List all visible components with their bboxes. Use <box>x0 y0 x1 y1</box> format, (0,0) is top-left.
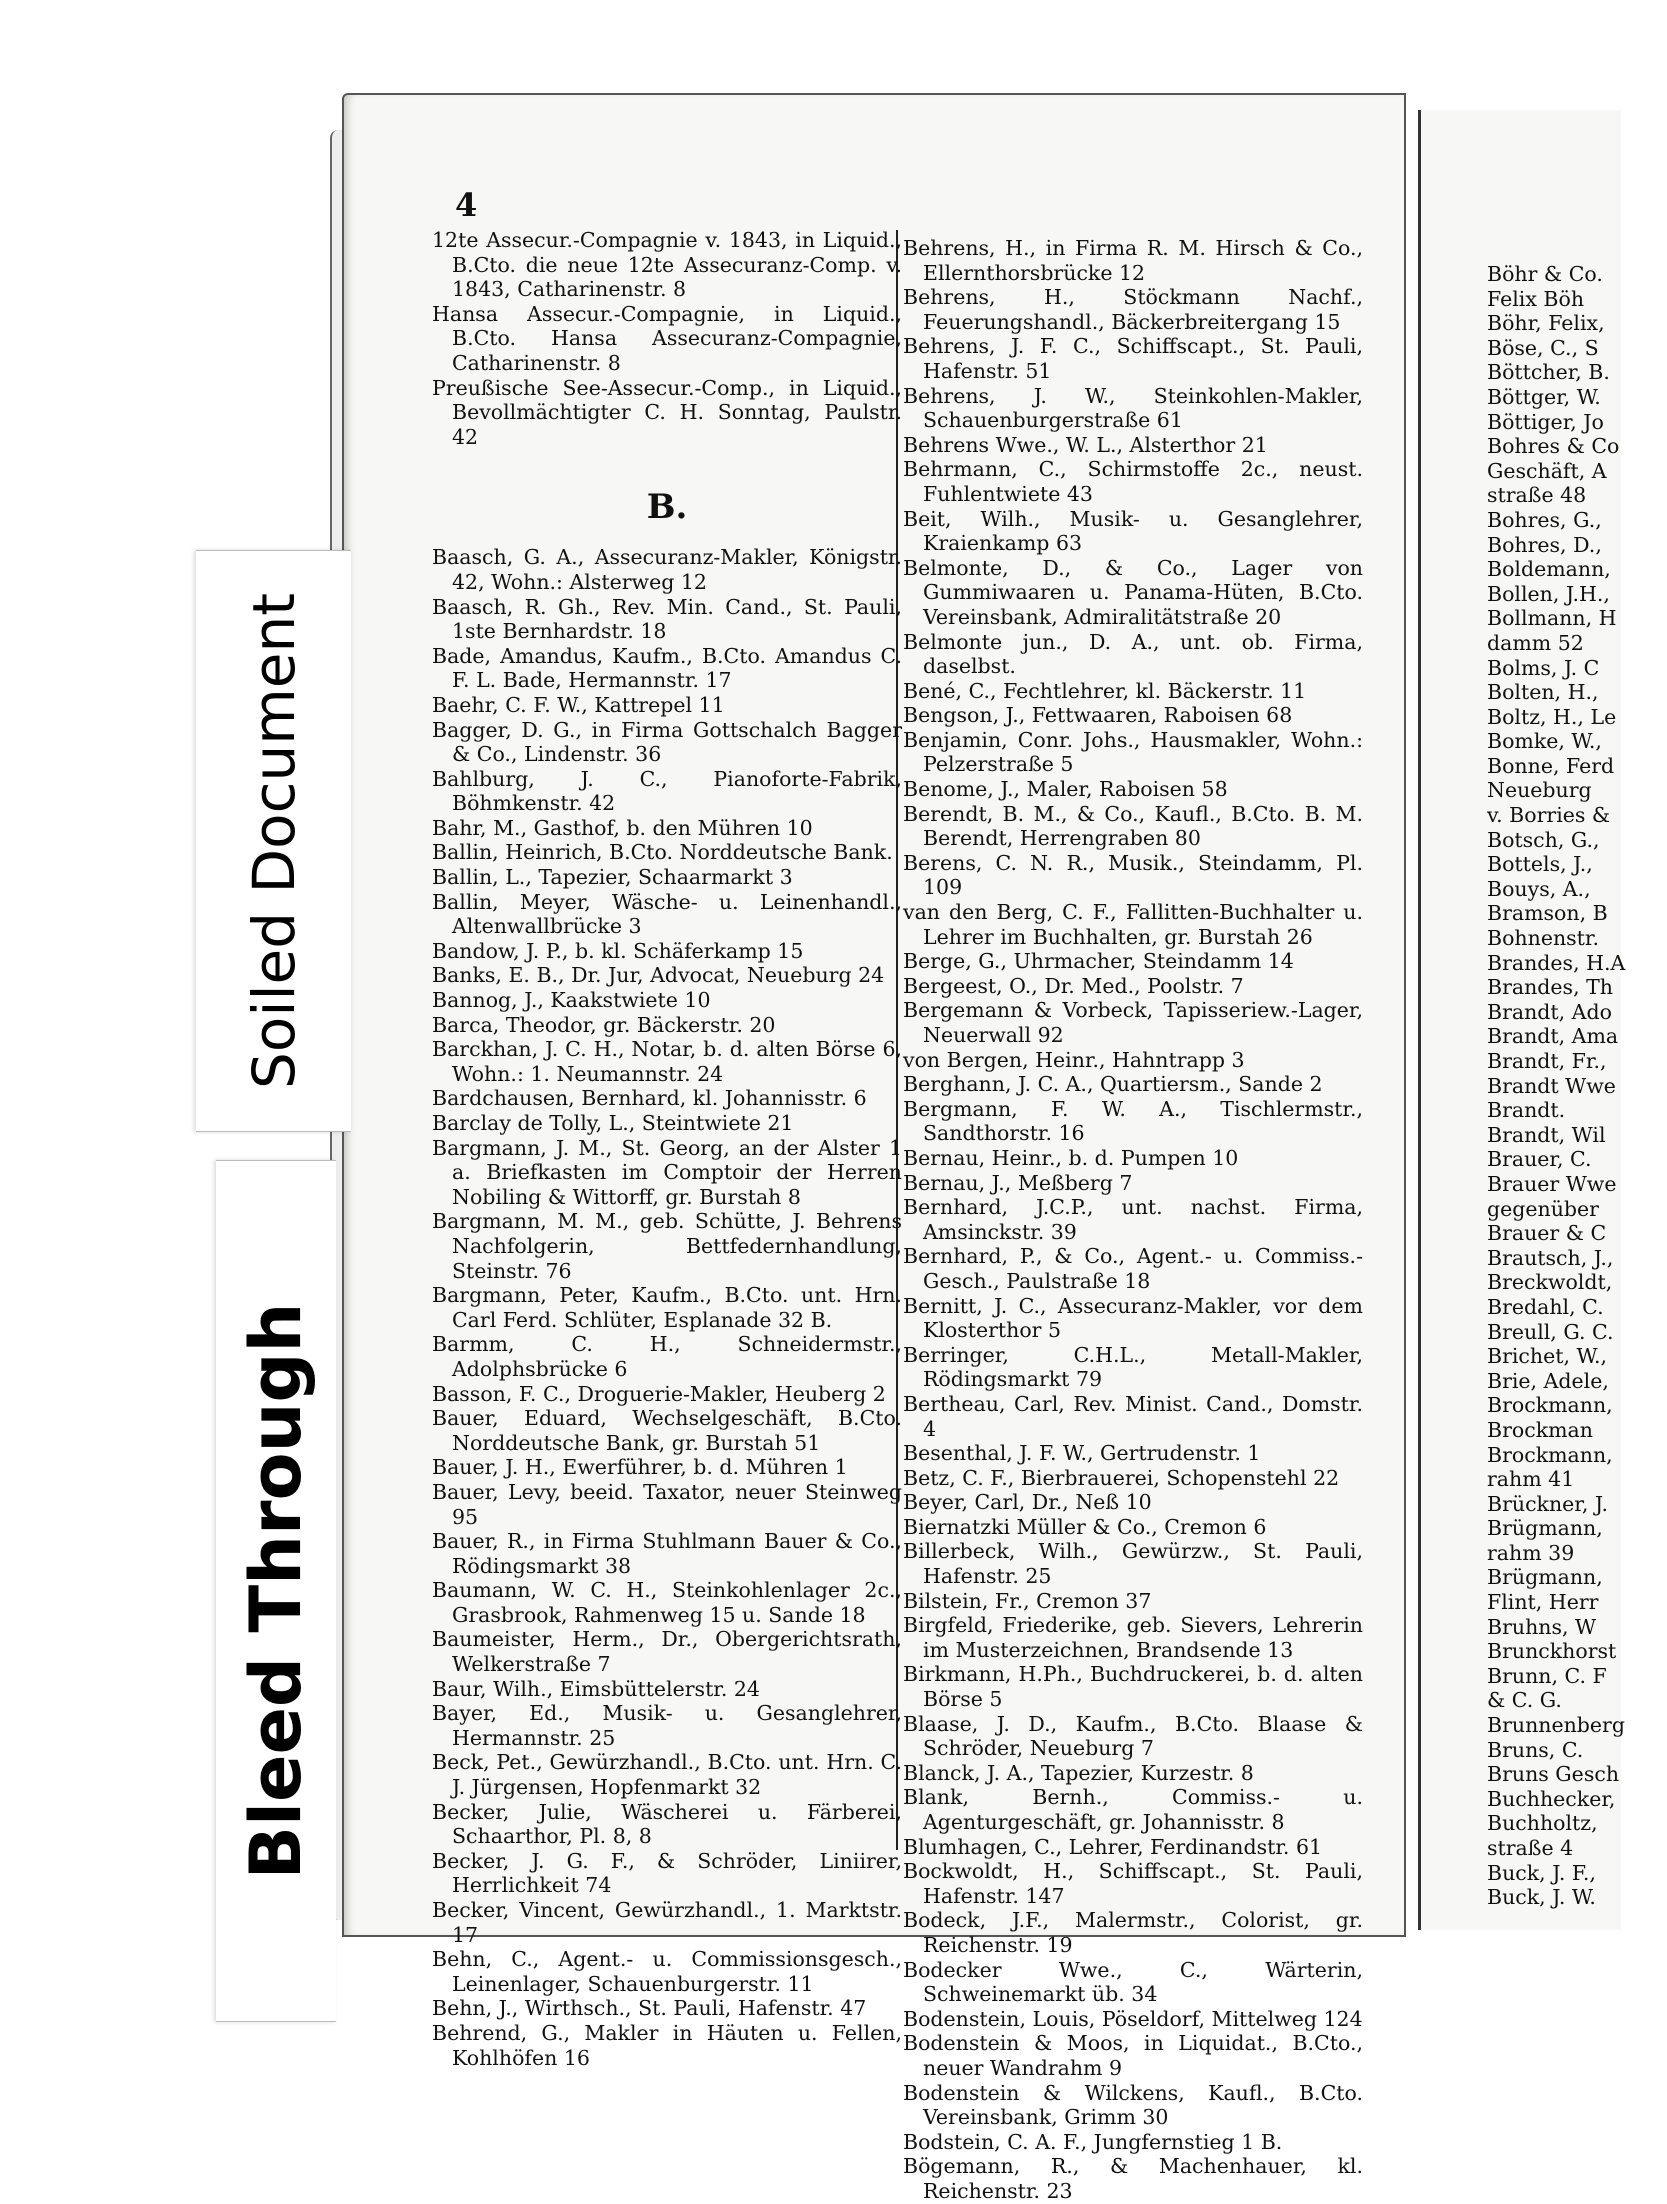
directory-entry: Bardchausen, Bernhard, kl. Johannisstr. 6 <box>432 1086 867 1111</box>
directory-entry: Ballin, Heinrich, B.Cto. Norddeutsche Bank. <box>432 840 893 865</box>
partial-entry-line: Böhr & Co. <box>1487 262 1603 286</box>
partial-entry-line: Felix Böh <box>1487 286 1585 311</box>
directory-entry: Belmonte, D., & Co., Lager von Gummiwaaren u. Panama-Hüten, B.Cto. Vereinsbank, Admiralitätstraße 20 <box>903 555 1363 629</box>
partial-entry-line: Breckwoldt, <box>1487 1270 1613 1295</box>
partial-entry-line: Bolms, J. C <box>1487 655 1600 680</box>
label-soiled-text: Soiled Document <box>239 593 308 1089</box>
partial-entry-line: Brunnenberg <box>1487 1713 1625 1738</box>
partial-entry-line: Bruhns, W <box>1487 1614 1597 1639</box>
partial-entry-line: Bredahl, C. <box>1487 1294 1604 1319</box>
partial-entry-line: Brautsch, J., <box>1487 1245 1614 1270</box>
directory-entry: Bauer, Levy, beeid. Taxator, neuer Steinweg 95 <box>432 1479 902 1529</box>
label-soiled-document <box>196 550 351 1132</box>
directory-entry: Bargmann, J. M., St. Georg, an der Alster 1 a. Briefkasten im Comptoir der Herren Nobiling & Wittorff, gr. Burstah 8 <box>432 1135 902 1209</box>
directory-entry: Beyer, Carl, Dr., Neß 10 <box>903 1490 1152 1515</box>
partial-entry-line: Bruns, C. <box>1487 1737 1584 1762</box>
partial-entry-line: Brandt, Ama <box>1487 1024 1619 1049</box>
directory-entry: Becker, Vincent, Gewürzhandl., 1. Marktstr. 17 <box>432 1898 902 1947</box>
left-column <box>432 228 902 2070</box>
directory-entry: Beit, Wilh., Musik- u. Gesanglehrer, Kraienkamp 63 <box>903 506 1363 556</box>
directory-entry: Bergeest, O., Dr. Med., Poolstr. 7 <box>903 973 1244 998</box>
directory-entry: Bahr, M., Gasthof, b. den Mühren 10 <box>432 815 813 840</box>
directory-entry: Beck, Pet., Gewürzhandl., B.Cto. unt. Hrn. C. J. Jürgensen, Hopfenmarkt 32 <box>432 1750 902 1800</box>
label-bleed-text: Bleed Through <box>235 1302 317 1880</box>
directory-entry: Hansa Assecur.-Compagnie, in Liquid., B.Cto. Hansa Assecuranz-Compagnie, Catharinenstr. 8 <box>432 301 902 375</box>
partial-entry-line: Brie, Adele, <box>1487 1368 1609 1393</box>
directory-entry: Barca, Theodor, gr. Bäckerstr. 20 <box>432 1012 776 1037</box>
partial-entry-line: Brichet, W., <box>1487 1344 1608 1369</box>
directory-entry: Bagger, D. G., in Firma Gottschalch Bagger & Co., Lindenstr. 36 <box>432 717 902 767</box>
partial-entry-line: Brauer, C. <box>1487 1147 1592 1172</box>
partial-entry-line: Bomke, W., <box>1487 729 1602 754</box>
directory-entry: Betz, C. F., Bierbrauerei, Schopenstehl 22 <box>903 1465 1340 1490</box>
left-entries <box>432 545 902 2070</box>
directory-entry: Behrens, H., Stöckmann Nachf., Feuerungshandl., Bäckerbreitergang 15 <box>903 285 1363 334</box>
directory-entry: Behn, C., Agent.- u. Commissionsgesch., Leinenlager, Schauenburgerstr. 11 <box>432 1947 902 1996</box>
directory-entry: Barmm, C. H., Schneidermstr., Adolphsbrücke 6 <box>432 1332 902 1381</box>
partial-entry-line: Buchhecker, <box>1487 1786 1616 1811</box>
partial-entry-line: rahm 41 <box>1487 1467 1575 1492</box>
directory-entry: Baasch, R. Gh., Rev. Min. Cand., St. Pauli, 1ste Bernhardstr. 18 <box>432 594 902 644</box>
directory-entry: von Bergen, Heinr., Hahntrapp 3 <box>903 1047 1245 1072</box>
directory-entry: Bodecker Wwe., C., Wärterin, Schweinemarkt üb. 34 <box>903 1957 1363 2007</box>
partial-entry-line: Böttcher, B. <box>1487 360 1610 385</box>
directory-entry: Preußische See-Assecur.-Comp., in Liquid., Bevollmächtigter C. H. Sonntag, Paulstr. 42 <box>432 375 902 449</box>
directory-entry: Bockwoldt, H., Schiffscapt., St. Pauli, Hafenstr. 147 <box>903 1859 1363 1908</box>
directory-entry: van den Berg, C. F., Fallitten-Buchhalter u. Lehrer im Buchhalten, gr. Burstah 26 <box>903 900 1363 949</box>
partial-entry-line: Bohres & Co <box>1487 434 1620 459</box>
directory-entry: Benjamin, Conr. Johs., Hausmakler, Wohn.: Pelzerstraße 5 <box>903 727 1363 777</box>
directory-entry: Bauer, R., in Firma Stuhlmann Bauer & Co., Rödingsmarkt 38 <box>432 1529 902 1578</box>
directory-entry: Bengson, J., Fettwaaren, Raboisen 68 <box>903 703 1293 728</box>
partial-entry-line: Buck, J. F., <box>1487 1860 1596 1885</box>
directory-entry: Bögemann, R., & Machenhauer, kl. Reichenstr. 23 <box>903 2154 1363 2203</box>
partial-entry-line: straße 48 <box>1487 483 1587 508</box>
partial-entry-line: Brockmann, <box>1487 1393 1613 1418</box>
partial-entry-line: Geschäft, A <box>1487 458 1607 483</box>
directory-entry: Bertheau, Carl, Rev. Minist. Cand., Domstr. 4 <box>903 1391 1363 1441</box>
left-top-entries <box>432 228 902 449</box>
directory-entry: Blanck, J. A., Tapezier, Kurzestr. 8 <box>903 1760 1254 1785</box>
directory-entry: Bodenstein & Wilckens, Kaufl., B.Cto. Vereinsbank, Grimm 30 <box>903 2080 1363 2130</box>
directory-entry: Belmonte jun., D. A., unt. ob. Firma, daselbst. <box>903 629 1363 679</box>
partial-entry-line: Brunckhorst <box>1487 1639 1617 1664</box>
directory-entry: Bilstein, Fr., Cremon 37 <box>903 1588 1152 1613</box>
partial-entry-line: Brauer & C <box>1487 1221 1607 1246</box>
partial-entry-line: Boldemann, <box>1487 557 1611 582</box>
directory-entry: Baur, Wilh., Eimsbüttelerstr. 24 <box>432 1676 760 1701</box>
partial-entry-line: gegenüber <box>1487 1196 1599 1221</box>
directory-entry: Bannog, J., Kaakstwiete 10 <box>432 988 711 1013</box>
directory-entry: Berge, G., Uhrmacher, Steindamm 14 <box>903 949 1294 974</box>
partial-entry-line: Bruns Gesch <box>1487 1762 1620 1787</box>
directory-entry: 12te Assecur.-Compagnie v. 1843, in Liquid., B.Cto. die neue 12te Assecuranz-Comp. v. 1843, Catharinenstr. 8 <box>432 228 902 302</box>
partial-entry-line: Bollen, J.H., <box>1487 581 1610 606</box>
directory-entry: Baumann, W. C. H., Steinkohlenlager 2c., Grasbrook, Rahmenweg 15 u. Sande 18 <box>432 1578 902 1627</box>
directory-entry: Becker, Julie, Wäscherei u. Färberei, Schaarthor, Pl. 8, 8 <box>432 1799 902 1849</box>
directory-entry: Bené, C., Fechtlehrer, kl. Bäckerstr. 11 <box>903 678 1307 703</box>
partial-entry-line: Brockmann, <box>1487 1442 1613 1467</box>
partial-entry-line: Neueburg <box>1487 778 1592 803</box>
directory-entry: Baehr, C. F. W., Kattrepel 11 <box>432 692 725 717</box>
directory-entry: Benome, J., Maler, Raboisen 58 <box>903 777 1228 802</box>
directory-entry: Becker, J. G. F., & Schröder, Liniirer, Herrlichkeit 74 <box>432 1848 902 1898</box>
partial-entry-line: Böse, C., S <box>1487 335 1599 360</box>
partial-entry-line: Brügmann, <box>1487 1565 1603 1590</box>
page-number: 4 <box>455 186 478 224</box>
partial-entry-line: Böttger, W. <box>1487 384 1601 409</box>
directory-entry: Besenthal, J. F. W., Gertrudenstr. 1 <box>903 1441 1261 1466</box>
directory-entry: Blumhagen, C., Lehrer, Ferdinandstr. 61 <box>903 1834 1323 1859</box>
directory-entry: Bodenstein & Moos, in Liquidat., B.Cto., neuer Wandrahm 9 <box>903 2031 1363 2080</box>
directory-entry: Berghann, J. C. A., Quartiersm., Sande 2 <box>903 1072 1323 1097</box>
partial-entry-line: Botsch, G., <box>1487 827 1600 852</box>
directory-entry: Bayer, Ed., Musik- u. Gesanglehrer, Hermannstr. 25 <box>432 1701 902 1750</box>
directory-entry: Bauer, J. H., Ewerführer, b. d. Mühren 1 <box>432 1455 848 1480</box>
partial-entry-line: Bollmann, H <box>1487 606 1617 631</box>
directory-entry: Bauer, Eduard, Wechselgeschäft, B.Cto. Norddeutsche Bank, gr. Burstah 51 <box>432 1406 902 1455</box>
middle-column <box>903 236 1363 2204</box>
directory-entry: Barclay de Tolly, L., Steintwiete 21 <box>432 1111 794 1135</box>
partial-entry-line: Brandes, Th <box>1487 975 1613 1000</box>
directory-entry: Banks, E. B., Dr. Jur, Advocat, Neueburg 24 <box>432 963 885 988</box>
partial-entry-line: Bohres, D., <box>1487 532 1602 557</box>
partial-entry-line: Boltz, H., Le <box>1487 704 1617 729</box>
directory-entry: Bahlburg, J. C., Pianoforte-Fabrik, Böhmkenstr. 42 <box>432 766 902 816</box>
partial-entry-line: Flint, Herr <box>1487 1590 1599 1615</box>
directory-entry: Behn, J., Wirthsch., St. Pauli, Hafenstr. 47 <box>432 1996 867 2021</box>
directory-entry: Bodenstein, Louis, Pöseldorf, Mittelweg 124 <box>903 2006 1363 2031</box>
directory-entry: Behrens, J. W., Steinkohlen-Makler, Schauenburgerstraße 61 <box>903 383 1363 433</box>
directory-entry: Baasch, G. A., Assecuranz-Makler, Königstr. 42, Wohn.: Alsterweg 12 <box>432 545 902 594</box>
partial-entry-line: straße 4 <box>1487 1836 1574 1860</box>
partial-entry-line: Brockman <box>1487 1417 1593 1442</box>
directory-entry: Ballin, L., Tapezier, Schaarmarkt 3 <box>432 865 793 890</box>
directory-entry: Baumeister, Herm., Dr., Obergerichtsrath, Welkerstraße 7 <box>432 1627 902 1677</box>
directory-entry: Bernau, Heinr., b. d. Pumpen 10 <box>903 1145 1239 1170</box>
directory-entry: Behrens, H., in Firma R. M. Hirsch & Co., Ellernthorsbrücke 12 <box>903 236 1363 285</box>
directory-entry: Bergemann & Vorbeck, Tapisseriew.-Lager, Neuerwall 92 <box>903 998 1363 1047</box>
directory-entry: Bernitt, J. C., Assecuranz-Makler, vor dem Klosterthor 5 <box>903 1293 1363 1343</box>
partial-entry-line: Bohnenstr. <box>1487 926 1599 951</box>
directory-entry: Basson, F. C., Droguerie-Makler, Heuberg 2 <box>432 1381 886 1406</box>
partial-entry-line: Bonne, Ferd <box>1487 753 1615 778</box>
label-bleed-through <box>216 1160 336 2022</box>
directory-entry: Birgfeld, Friederike, geb. Sievers, Lehrerin im Musterzeichnen, Brandsende 13 <box>903 1613 1363 1662</box>
partial-entry-line: Böttiger, Jo <box>1487 409 1604 434</box>
directory-entry: Behrens Wwe., W. L., Alsterthor 21 <box>903 432 1268 457</box>
partial-entry-line: v. Borries & <box>1487 803 1611 828</box>
partial-entry-line: & C. G. <box>1487 1688 1562 1713</box>
directory-entry: Bandow, J. P., b. kl. Schäferkamp 15 <box>432 938 804 963</box>
partial-entry-line: Buck, J. W. <box>1487 1885 1596 1910</box>
directory-entry: Ballin, Meyer, Wäsche- u. Leinenhandl., Altenwallbrücke 3 <box>432 889 902 939</box>
partial-entry-line: Brandt. <box>1487 1098 1566 1123</box>
directory-entry: Berens, C. N. R., Musik., Steindamm, Pl. 109 <box>903 850 1363 900</box>
partial-entry-line: Böhr, Felix, <box>1487 311 1605 336</box>
directory-entry: Blaase, J. D., Kaufm., B.Cto. Blaase & Schröder, Neueburg 7 <box>903 1711 1363 1761</box>
partial-entry-line: Bottels, J., <box>1487 852 1593 877</box>
partial-entry-line: Bolten, H., <box>1487 680 1599 705</box>
partial-entry-line: Brauer Wwe <box>1487 1171 1617 1196</box>
directory-entry: Blank, Bernh., Commiss.- u. Agenturgeschäft, gr. Johannisstr. 8 <box>903 1785 1363 1834</box>
partial-entry-line: Brandt, Ado <box>1487 999 1612 1024</box>
partial-entry-line: Bohres, G., <box>1487 507 1602 532</box>
directory-entry: Bade, Amandus, Kaufm., B.Cto. Amandus C. F. L. Bade, Hermannstr. 17 <box>432 643 902 693</box>
right-partial-column <box>1487 262 1667 1910</box>
partial-entry-line: Brückner, J. <box>1487 1491 1609 1516</box>
directory-entry: Berendt, B. M., & Co., Kaufl., B.Cto. B. M. Berendt, Herrengraben 80 <box>903 801 1363 851</box>
partial-entry-line: Brunn, C. F <box>1487 1663 1607 1688</box>
partial-entry-line: damm 52 <box>1487 630 1584 655</box>
directory-entry: Bodeck, J.F., Malermstr., Colorist, gr. Reichenstr. 19 <box>903 1908 1363 1957</box>
partial-entry-line: Brandt Wwe <box>1487 1073 1616 1098</box>
directory-entry: Bernhard, J.C.P., unt. nachst. Firma, Amsinckstr. 39 <box>903 1195 1363 1244</box>
directory-entry: Biernatzki Müller & Co., Cremon 6 <box>903 1514 1267 1539</box>
partial-entry-line: Breull, G. C. <box>1487 1319 1614 1344</box>
partial-entry-line: Brandt, Fr., <box>1487 1049 1607 1073</box>
partial-entry-line: rahm 39 <box>1487 1540 1575 1565</box>
partial-entry-line: Bouys, A., <box>1487 876 1591 901</box>
directory-entry: Billerbeck, Wilh., Gewürzw., St. Pauli, Hafenstr. 25 <box>903 1539 1363 1589</box>
directory-entry: Behrens, J. F. C., Schiffscapt., St. Pauli, Hafenstr. 51 <box>903 334 1363 383</box>
directory-entry: Bargmann, Peter, Kaufm., B.Cto. unt. Hrn. Carl Ferd. Schlüter, Esplanade 32 B. <box>432 1283 902 1332</box>
partial-entry-line: Buchholtz, <box>1487 1811 1598 1836</box>
directory-entry: Bernhard, P., & Co., Agent.- u. Commiss.-Gesch., Paulstraße 18 <box>903 1244 1363 1293</box>
partial-entry-line: Brandt, Wil <box>1487 1122 1606 1147</box>
directory-entry: Behrmann, C., Schirmstoffe 2c., neust. Fuhlentwiete 43 <box>903 457 1363 506</box>
directory-entry: Birkmann, H.Ph., Buchdruckerei, b. d. alten Börse 5 <box>903 1662 1363 1712</box>
partial-entry-line: Brügmann, <box>1487 1516 1603 1541</box>
directory-entry: Bodstein, C. A. F., Jungfernstieg 1 B. <box>903 2129 1283 2154</box>
directory-entry: Bergmann, F. W. A., Tischlermstr., Sandthorstr. 16 <box>903 1096 1363 1146</box>
directory-entry: Bargmann, M. M., geb. Schütte, J. Behrens Nachfolgerin, Bettfedernhandlung, Steinstr. 76 <box>432 1209 902 1283</box>
directory-entry: Berringer, C.H.L., Metall-Makler, Rödingsmarkt 79 <box>903 1342 1363 1392</box>
directory-entry: Behrend, G., Makler in Häuten u. Fellen, Kohlhöfen 16 <box>432 2020 902 2070</box>
section-letter: B. <box>646 487 688 528</box>
partial-entry-line: Brandes, H.A <box>1487 950 1626 975</box>
directory-entry: Barckhan, J. C. H., Notar, b. d. alten Börse 6, Wohn.: 1. Neumannstr. 24 <box>432 1037 902 1086</box>
partial-entry-line: Bramson, B <box>1487 901 1608 926</box>
directory-entry: Bernau, J., Meßberg 7 <box>903 1170 1133 1195</box>
